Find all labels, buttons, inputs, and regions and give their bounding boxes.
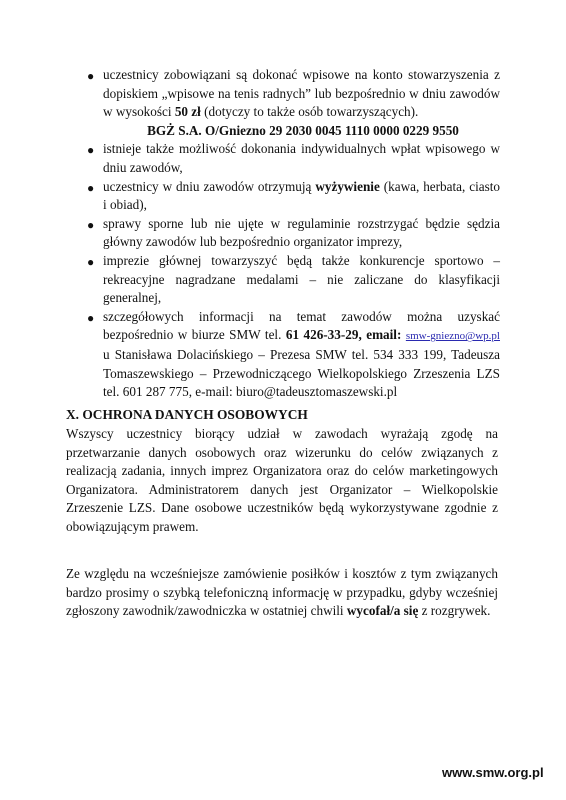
- data-protection-paragraph: Wszyscy uczestnicy biorący udział w zawodach wyrażają zgodę na przetwarzanie danych osobowych oraz wizerunku do celów związanych z realizacją zadania, innych imprez Organizatora oraz do celów marketingowych Organizatora. Administratorem danych jest Organizator – Wielkopolskie Zrzeszenie LZS. Dane osobowe uczestników będą wykorzystywane zgodnie z obowiązującym prawem.: [66, 426, 498, 534]
- bullet-icon: ●: [87, 180, 95, 195]
- bullet-icon: ●: [87, 310, 95, 325]
- list-item: [0, 308, 500, 402]
- bullet-icon: ●: [87, 217, 95, 232]
- bullet-text: uczestnicy zobowiązani są dokonać wpisowe na konto stowarzyszenia z dopiskiem „wpisowe na tenis radnych” lub bezpośrednio w dniu zawodów w wysokości 50 zł (dotyczy to także osób towarzyszących).: [103, 67, 500, 120]
- bullet-icon: ●: [87, 254, 95, 269]
- list-item: [0, 215, 500, 252]
- list-item: [0, 252, 500, 308]
- section-heading: X. OCHRONA DANYCH OSOBOWYCH: [66, 407, 308, 422]
- bullet-text: imprezie głównej towarzyszyć będą także konkurencje sportowo – rekreacyjne nagradzane medalami – nie zaliczane do klasyfikacji generalnej,: [103, 252, 500, 306]
- bullet-icon: ●: [87, 69, 95, 83]
- bullet-icon: ●: [87, 143, 95, 158]
- list-item: [0, 66, 500, 140]
- closing-paragraph: Ze względu na wcześniejsze zamówienie posiłków i kosztów z tym związanych bardzo prosimy o szybką telefoniczną informację w przypadku, gdyby wcześniej zgłoszony zawodnik/zawodniczka w ostatniej chwili wycofał/a się z rozgrywek.: [66, 566, 498, 619]
- bullet-text: istnieje także możliwość dokonania indywidualnych wpłat wpisowego w dniu zawodów,: [103, 141, 500, 175]
- bullet-text: sprawy sporne lub nie ujęte w regulaminie rozstrzygać będzie sędzia główny zawodów lub bezpośrednio organizator imprezy,: [103, 215, 500, 250]
- footer-url[interactable]: www.smw.org.pl: [442, 765, 544, 780]
- email-link[interactable]: smw-gniezno@wp.pl: [405, 330, 500, 343]
- bullet-list: [0, 66, 566, 402]
- bullet-text: uczestnicy w dniu zawodów otrzymują wyżywienie (kawa, herbata, ciasto i obiad),: [103, 178, 501, 213]
- bank-account: BGŻ S.A. O/Gniezno 29 2030 0045 1110 0000 0229 9550: [147, 122, 459, 138]
- list-item: [0, 178, 500, 215]
- bullet-text: szczegółowych informacji na temat zawodów można uzyskać bezpośrednio w biurze SMW tel. 61 426-33-29, email: smw-gniezno@wp.pl u Stanisława Dolacińskiego – Prezesa SMW tel. 534 333 199, Tadeusza Tomaszewskiego – Przewodniczącego Wielkopolskiego Zrzeszenia LZS tel. 601 287 775, e-mail: biuro@tadeusztomaszewski.pl: [103, 308, 500, 400]
- list-item: [0, 140, 500, 177]
